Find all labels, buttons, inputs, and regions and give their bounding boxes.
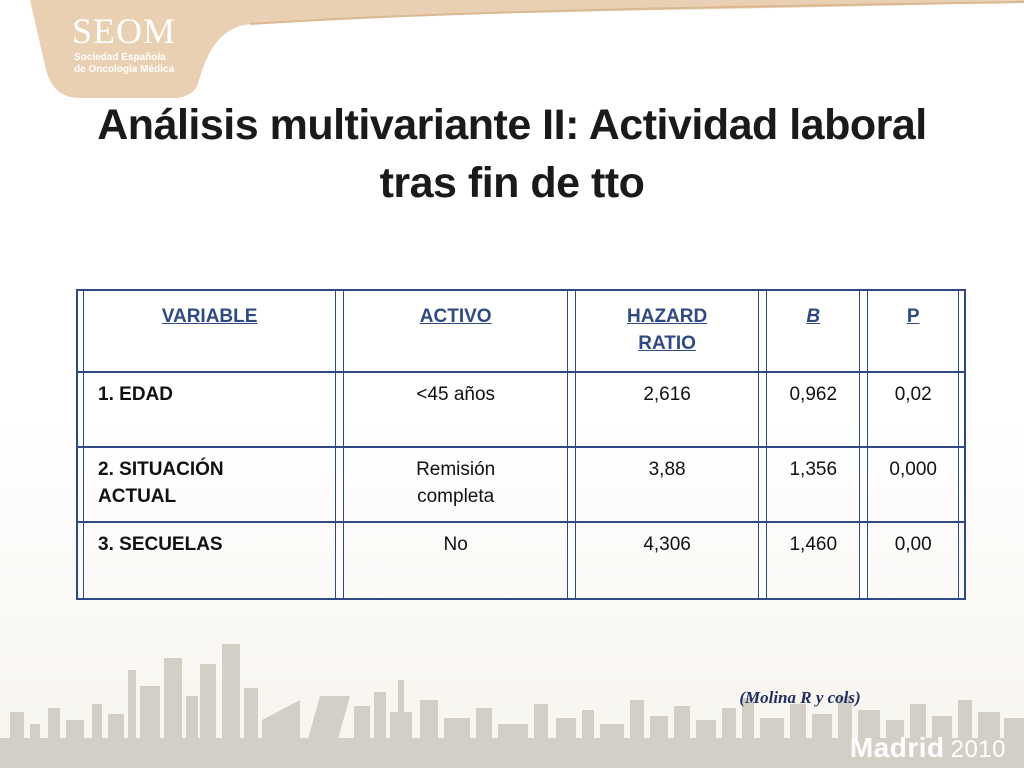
cell-variable-text bbox=[84, 373, 335, 446]
cell-b-text: 1,356 bbox=[789, 459, 838, 480]
cell-activo-text bbox=[344, 523, 567, 598]
column-divider bbox=[335, 448, 344, 523]
cell-activo-text bbox=[344, 448, 567, 521]
column-divider bbox=[758, 291, 767, 373]
column-divider bbox=[335, 291, 344, 373]
cell-p-text: 0,02 bbox=[894, 384, 932, 405]
logo-subtitle-line2: de Oncología Médica bbox=[74, 64, 175, 75]
logo-subtitle-line1: Sociedad Española bbox=[74, 52, 166, 63]
cell-variable bbox=[84, 523, 335, 598]
cell-b-text: 0,962 bbox=[789, 384, 838, 405]
cell-variable-line2: ACTUAL bbox=[98, 486, 177, 507]
slide-title-line2: tras fin de tto bbox=[379, 159, 645, 207]
cell-activo-line1: Remisión bbox=[416, 459, 496, 480]
cell-p bbox=[868, 373, 957, 448]
citation: (Molina R y cols) bbox=[739, 688, 861, 707]
column-divider bbox=[758, 373, 767, 448]
cell-b bbox=[767, 373, 859, 448]
logo-subtitle bbox=[74, 52, 174, 76]
slide-title-line1: Análisis multivariante II: Actividad laboral bbox=[97, 101, 927, 149]
logo-title: SEOM bbox=[72, 11, 177, 51]
cell-p bbox=[868, 448, 957, 523]
cell-p bbox=[868, 523, 957, 598]
cell-variable-text bbox=[84, 523, 335, 598]
header-b bbox=[767, 291, 859, 373]
header-activo-text: ACTIVO bbox=[419, 306, 492, 327]
cell-hazard-text: 3,88 bbox=[648, 459, 686, 480]
table-edge bbox=[958, 448, 964, 523]
cell-hazard bbox=[576, 523, 758, 598]
column-divider bbox=[567, 523, 576, 598]
cell-p-text: 0,000 bbox=[889, 459, 937, 480]
cell-b-text: 1,460 bbox=[789, 534, 838, 555]
cell-activo bbox=[344, 523, 567, 598]
cell-hazard-text: 4,306 bbox=[643, 534, 691, 555]
cell-b bbox=[767, 448, 859, 523]
column-divider bbox=[335, 373, 344, 448]
header-activo bbox=[344, 291, 567, 373]
cell-activo-line1: No bbox=[443, 534, 468, 555]
cell-activo-text bbox=[344, 373, 567, 446]
cell-hazard-text: 2,616 bbox=[643, 384, 691, 405]
cell-hazard bbox=[576, 448, 758, 523]
header-p-text: P bbox=[906, 306, 920, 327]
results-table bbox=[76, 289, 966, 600]
footer-brand bbox=[850, 732, 1006, 764]
cell-variable bbox=[84, 373, 335, 448]
header-b-text: B bbox=[806, 306, 821, 327]
cell-activo bbox=[344, 373, 567, 448]
column-divider bbox=[567, 448, 576, 523]
cell-activo-line2: completa bbox=[417, 486, 495, 507]
column-divider bbox=[859, 373, 868, 448]
header-variable bbox=[84, 291, 335, 373]
table-edge bbox=[958, 523, 964, 598]
column-divider bbox=[859, 523, 868, 598]
column-divider bbox=[758, 448, 767, 523]
cell-variable bbox=[84, 448, 335, 523]
header-p bbox=[868, 291, 957, 373]
cell-variable-line1: 1. EDAD bbox=[98, 384, 173, 405]
header-hazard-line1: HAZARD bbox=[627, 306, 708, 327]
header-hazard-text bbox=[576, 291, 758, 371]
table-header-row bbox=[78, 291, 964, 373]
results-table-wrap bbox=[76, 289, 966, 598]
column-divider bbox=[567, 373, 576, 448]
cell-hazard bbox=[576, 373, 758, 448]
column-divider bbox=[859, 291, 868, 373]
cell-variable-line1: 2. SITUACIÓN bbox=[98, 459, 224, 480]
slide-title bbox=[40, 96, 984, 212]
column-divider bbox=[859, 448, 868, 523]
header-variable-text: VARIABLE bbox=[161, 306, 258, 327]
footer-year: 2010 bbox=[950, 736, 1006, 763]
column-divider bbox=[567, 291, 576, 373]
cell-activo bbox=[344, 448, 567, 523]
table-row bbox=[78, 373, 964, 448]
header-hazard-ratio bbox=[576, 291, 758, 373]
footer-city: Madrid bbox=[849, 732, 945, 763]
cell-variable-text bbox=[84, 448, 335, 521]
header-hazard-line2: RATIO bbox=[638, 333, 696, 354]
table-row bbox=[78, 448, 964, 523]
table-edge bbox=[958, 373, 964, 448]
table-row bbox=[78, 523, 964, 598]
cell-b bbox=[767, 523, 859, 598]
table-edge bbox=[958, 291, 964, 373]
column-divider bbox=[335, 523, 344, 598]
cell-p-text: 0,00 bbox=[894, 534, 932, 555]
column-divider bbox=[758, 523, 767, 598]
cell-variable-line1: 3. SECUELAS bbox=[98, 534, 223, 555]
seom-logo bbox=[58, 6, 218, 86]
cell-activo-line1: <45 años bbox=[416, 384, 496, 405]
